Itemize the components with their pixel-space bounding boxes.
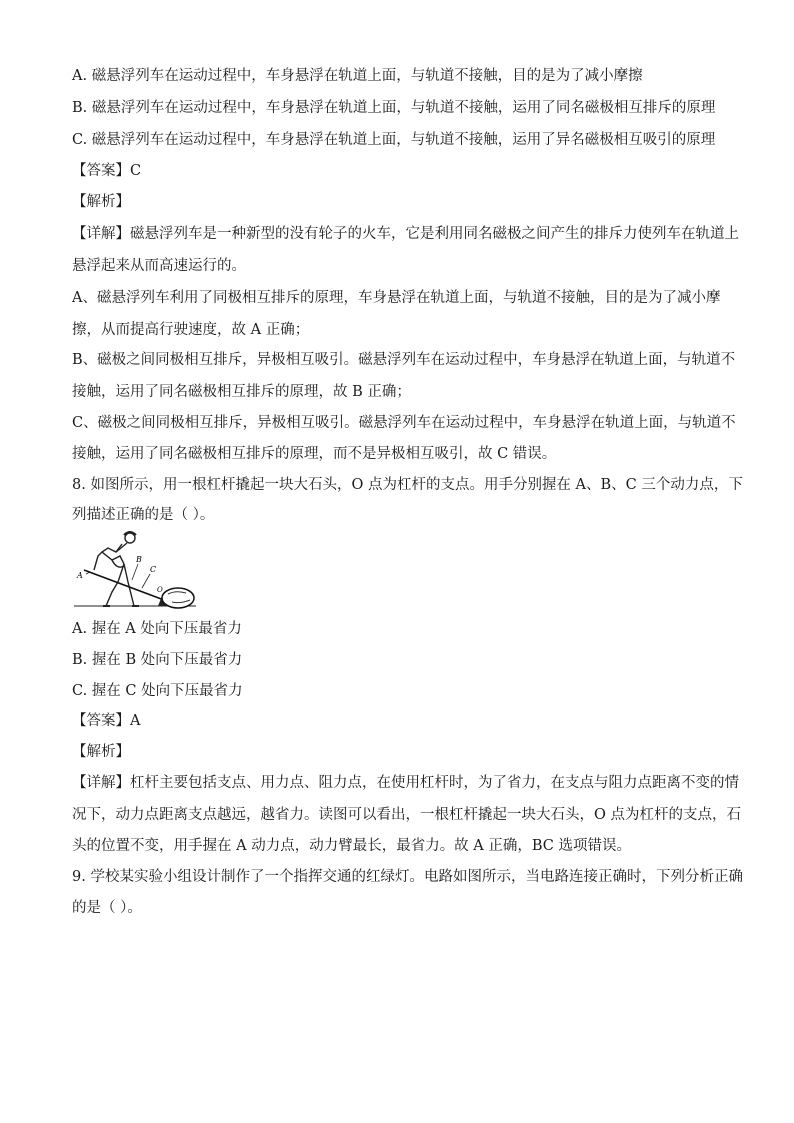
label-o: O (157, 586, 163, 594)
q8-option-b: B. 握在 B 处向下压最省力 (72, 652, 243, 668)
lever-rock-figure (72, 530, 200, 612)
q8-option-a: A. 握在 A 处向下压最省力 (72, 621, 242, 637)
q8-stem-line-2: 列描述正确的是（ ）。 (72, 507, 215, 523)
q7-explain-a-line-2: 擦，从而提高行驶速度，故 A 正确； (72, 322, 310, 338)
q7-option-c: C. 磁悬浮列车在运动过程中，车身悬浮在轨道上面，与轨道不接触，运用了异名磁极相互吸引的原理 (72, 132, 716, 148)
q7-analysis-heading: 【解析】 (72, 194, 130, 210)
q8-detail-line-1: 【详解】杠杆主要包括支点、用力点、阻力点，在使用杠杆时，为了省力，在支点与阻力点距离不变的情 (72, 775, 739, 791)
label-c: C (150, 565, 157, 574)
label-b: B (136, 555, 142, 564)
q8-detail-line-3: 头的位置不变，用手握在 A 动力点，动力臂最长，最省力。故 A 正确，BC 选项错误。 (72, 838, 632, 854)
q8-option-c: C. 握在 C 处向下压最省力 (72, 683, 243, 699)
q9-stem-line-2: 的是（ ）。 (72, 900, 142, 916)
q7-detail-line-1: 【详解】磁悬浮列车是一种新型的没有轮子的火车，它是利用同名磁极之间产生的排斥力使列车在轨道上 (72, 226, 739, 242)
q7-explain-c-line-1: C、磁极之间同极相互排斥，异极相互吸引。磁悬浮列车在运动过程中，车身悬浮在轨道上面，与轨道不 (72, 415, 736, 431)
label-c-leader (142, 574, 150, 588)
q7-explain-b-line-2: 接触，运用了同名磁极相互排斥的原理，故 B 正确； (72, 384, 411, 400)
q7-explain-b-line-1: B、磁极之间同极相互排斥，异极相互吸引。磁悬浮列车在运动过程中，车身悬浮在轨道上面，与轨道不 (72, 352, 736, 368)
q8-stem-line-1: 8. 如图所示，用一根杠杆撬起一块大石头，O 点为杠杆的支点。用手分别握在 A、B、C 三个动力点，下 (72, 477, 743, 493)
q7-answer: 【答案】C (72, 163, 142, 179)
q7-option-b: B. 磁悬浮列车在运动过程中，车身悬浮在轨道上面，与轨道不接触，运用了同名磁极相互排斥的原理 (72, 100, 716, 116)
q8-analysis-heading: 【解析】 (72, 744, 130, 760)
q8-answer: 【答案】A (72, 713, 141, 729)
lever-rod (84, 570, 164, 600)
q7-explain-a-line-1: A、磁悬浮列车利用了同极相互排斥的原理，车身悬浮在轨道上面，与轨道不接触，目的是为了减小摩 (72, 290, 721, 306)
q7-explain-c-line-2: 接触，运用了同名磁极相互排斥的原理，而不是异极相互吸引，故 C 错误。 (72, 446, 557, 462)
q8-detail-line-2: 况下，动力点距离支点越远，越省力。读图可以看出，一根杠杆撬起一块大石头，O 点为杠杆的支点，石 (72, 807, 741, 823)
label-a: A (77, 571, 83, 580)
q7-detail-line-2: 悬浮起来从而高速运行的。 (72, 258, 246, 274)
rock (162, 588, 194, 608)
label-b-leader (132, 564, 138, 580)
q7-option-a: A. 磁悬浮列车在运动过程中，车身悬浮在轨道上面，与轨道不接触，目的是为了减小摩擦 (72, 68, 643, 84)
q9-stem-line-1: 9. 学校某实验小组设计制作了一个指挥交通的红绿灯。电路如图所示，当电路连接正确时，下列分析正确 (72, 869, 743, 885)
worker-figure (94, 532, 139, 606)
